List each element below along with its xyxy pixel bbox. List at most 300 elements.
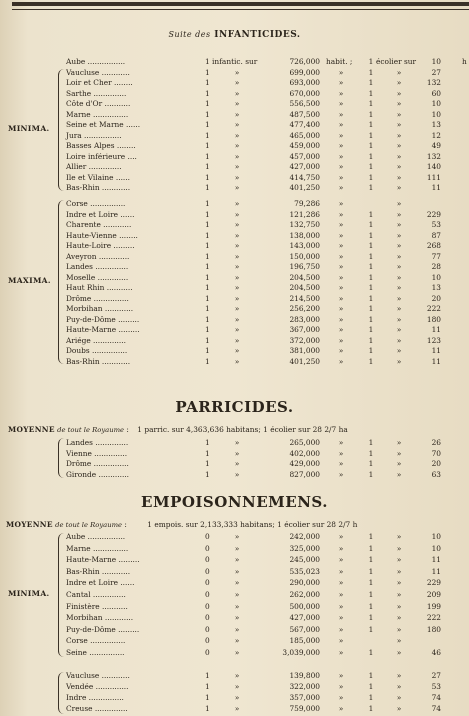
- count-value: 1: [205, 272, 210, 282]
- department-name: Finistère ...........: [66, 601, 128, 611]
- ditto-mark: »: [338, 172, 344, 182]
- table-row: [0, 251, 469, 262]
- table-row: [0, 601, 469, 612]
- ecolier-count: 1: [368, 241, 374, 250]
- ecolier-count: 1: [368, 283, 374, 292]
- department-name: Vienne ..............: [66, 448, 128, 458]
- moyenne-text: 1 parric. sur 4,363,636 habitans; 1 écolier sur 28 2/7 ha: [137, 425, 348, 434]
- ditto-mark: »: [338, 469, 344, 479]
- population-value: 567,000: [289, 624, 320, 634]
- ditto-mark: »: [338, 120, 344, 129]
- population-value: 265,000: [289, 438, 320, 447]
- department-name: Vendée ..............: [66, 681, 129, 691]
- population-value: 290,000: [289, 578, 320, 588]
- population-value: 256,200: [289, 304, 320, 313]
- table-row: [0, 554, 469, 565]
- ditto-mark: »: [338, 555, 344, 565]
- count-value: 0: [205, 601, 210, 611]
- ecolier-value: 11: [431, 346, 441, 355]
- ditto-mark: »: [396, 566, 402, 576]
- ditto-mark: »: [234, 590, 240, 599]
- count-value: 1: [205, 314, 210, 324]
- population-value: 139,800: [289, 670, 320, 680]
- ecolier-count: 1: [368, 172, 374, 182]
- ecolier-count: 1: [368, 314, 374, 324]
- ecolier-count: 1: [368, 459, 374, 468]
- table-row: [0, 543, 469, 554]
- count-value: 0: [205, 578, 210, 588]
- population-value: 372,000: [289, 335, 320, 345]
- ecolier-value: 180: [426, 314, 441, 324]
- count-value: 0: [205, 590, 210, 599]
- ecolier-count: 1: [368, 220, 374, 229]
- count-value: 1: [205, 183, 210, 192]
- ditto-mark: »: [338, 209, 344, 219]
- ecolier-value: 11: [431, 325, 441, 334]
- ditto-mark: »: [396, 693, 402, 702]
- ditto-mark: »: [234, 356, 240, 366]
- count-value: 0: [205, 613, 210, 623]
- count-value: 1: [205, 172, 210, 182]
- ditto-mark: »: [396, 262, 402, 271]
- ditto-mark: »: [234, 543, 240, 553]
- table-row: [0, 469, 469, 480]
- table-row: [0, 272, 469, 283]
- ditto-mark: »: [396, 141, 402, 150]
- count-value: 0: [205, 555, 210, 565]
- population-value: 477,400: [289, 120, 320, 129]
- ditto-mark: »: [234, 162, 240, 171]
- ditto-mark: »: [396, 681, 402, 691]
- ecolier-count: 1: [368, 325, 374, 334]
- ditto-mark: »: [396, 356, 402, 366]
- population-value: 185,000: [289, 636, 320, 646]
- population-value: 3,039,000: [282, 648, 320, 657]
- ecolier-value: 111: [426, 172, 441, 182]
- ecolier-count: 1: [368, 230, 374, 240]
- ditto-mark: »: [234, 670, 240, 680]
- count-value: 1: [205, 346, 210, 355]
- count-value: 1: [205, 304, 210, 313]
- population-value: 214,500: [289, 293, 320, 303]
- ditto-mark: »: [396, 469, 402, 479]
- ecolier-count: 1: [368, 693, 374, 702]
- ditto-mark: »: [338, 704, 344, 714]
- ecolier-value: 222: [426, 613, 441, 623]
- table-row: [0, 56, 469, 67]
- table-row: [0, 624, 469, 635]
- department-name: Haute-Vienne ........: [66, 230, 138, 240]
- ditto-mark: »: [396, 335, 402, 345]
- ditto-mark: »: [396, 199, 402, 208]
- ditto-mark: »: [396, 613, 402, 623]
- ecolier-count: 1: [368, 346, 374, 355]
- department-name: Landes ..............: [66, 262, 129, 271]
- ditto-mark: »: [234, 704, 240, 714]
- ecolier-count: 1: [368, 555, 374, 565]
- count-value: 1: [205, 141, 210, 150]
- department-name: Drôme ...............: [66, 293, 129, 303]
- population-value: 283,000: [289, 314, 320, 324]
- table-row: [0, 88, 469, 99]
- ecolier-count: 1: [368, 613, 374, 623]
- ecolier-count: 1: [368, 438, 374, 447]
- ditto-mark: »: [396, 130, 402, 140]
- population-value: 827,000: [289, 469, 320, 479]
- ditto-mark: »: [234, 346, 240, 355]
- department-name: Drôme ...............: [66, 459, 129, 468]
- population-value: 196,750: [289, 262, 320, 271]
- ditto-mark: »: [338, 151, 344, 161]
- ecolier-value: 27: [431, 670, 441, 680]
- ditto-mark: »: [234, 262, 240, 271]
- habit-label: habit. ;: [326, 57, 353, 66]
- table-row: [0, 119, 469, 130]
- population-value: 427,000: [289, 613, 320, 623]
- table-row: [0, 161, 469, 172]
- moyenne-text: 1 empois. sur 2,133,333 habitans; 1 écolier sur 28 2/7 h: [147, 520, 358, 529]
- ecolier-value: 11: [431, 183, 441, 192]
- count-value: 1: [205, 99, 210, 108]
- department-name: Seine ...............: [66, 648, 125, 657]
- population-value: 457,000: [289, 151, 320, 161]
- count-value: 1: [205, 448, 210, 458]
- ecolier-value: 199: [426, 601, 441, 611]
- department-name: Moselle .............: [66, 272, 129, 282]
- ditto-mark: »: [338, 693, 344, 702]
- count-value: 1: [205, 130, 210, 140]
- table-row: [0, 209, 469, 220]
- ditto-mark: »: [338, 109, 344, 119]
- population-value: 429,000: [289, 459, 320, 468]
- ditto-mark: »: [396, 624, 402, 634]
- ecolier-value: 132: [426, 151, 441, 161]
- ditto-mark: »: [396, 230, 402, 240]
- department-name: Basses Alpes ........: [66, 141, 136, 150]
- ditto-mark: »: [338, 624, 344, 634]
- ecolier-value: 74: [431, 704, 441, 714]
- ditto-mark: »: [396, 109, 402, 119]
- ditto-mark: »: [396, 99, 402, 108]
- ecolier-value: 13: [431, 283, 441, 292]
- ditto-mark: »: [338, 459, 344, 468]
- ecolier-value: 10: [431, 109, 441, 119]
- ditto-mark: »: [234, 304, 240, 313]
- ditto-mark: »: [338, 304, 344, 313]
- population-value: 465,000: [289, 130, 320, 140]
- ecolier-count: 1: [368, 272, 374, 282]
- ditto-mark: »: [338, 199, 344, 208]
- ditto-mark: »: [396, 346, 402, 355]
- table-row: [0, 130, 469, 141]
- table-row: [0, 635, 469, 646]
- population-value: 459,000: [289, 141, 320, 150]
- department-name: Ile et Vilaine ......: [66, 172, 130, 182]
- count-value: 0: [205, 624, 210, 634]
- department-name: Creuse ..............: [66, 704, 128, 714]
- count-value: 1: [205, 199, 210, 208]
- department-name: Loire inférieure ....: [66, 151, 137, 161]
- table-row: [0, 140, 469, 151]
- ditto-mark: »: [338, 130, 344, 140]
- department-name: Charente ............: [66, 220, 132, 229]
- ditto-mark: »: [396, 88, 402, 98]
- ditto-mark: »: [234, 220, 240, 229]
- ditto-mark: »: [234, 67, 240, 77]
- count-value: 1: [205, 241, 210, 250]
- ditto-mark: »: [338, 272, 344, 282]
- ecolier-count: 1: [368, 670, 374, 680]
- table-row: [0, 77, 469, 88]
- ecolier-value: 11: [431, 356, 441, 366]
- ecolier-value: 74: [431, 693, 441, 702]
- population-value: 79,286: [294, 199, 320, 208]
- table-row: [0, 230, 469, 241]
- heading-title: INFANTICIDES.: [214, 30, 301, 40]
- ditto-mark: »: [338, 283, 344, 292]
- ditto-mark: »: [234, 613, 240, 623]
- ecolier-count: 1: [368, 469, 374, 479]
- table-row: [0, 67, 469, 78]
- department-name: Bas-Rhin ............: [66, 356, 131, 366]
- moyenne-label: MOYENNE: [8, 425, 55, 434]
- table-row: [0, 356, 469, 367]
- group-brace: [58, 533, 65, 657]
- empoisonnemens-moyenne: MOYENNE de tout le Royaume : 1 empois. sur 2,133,333 habitans; 1 écolier sur 28 2/7 h: [6, 520, 358, 529]
- table-row: [0, 151, 469, 162]
- table-row: [0, 261, 469, 272]
- ditto-mark: »: [396, 251, 402, 261]
- department-name: Sarthe ..............: [66, 88, 127, 98]
- ditto-mark: »: [234, 459, 240, 468]
- ecolier-value: 10: [431, 543, 441, 553]
- ditto-mark: »: [338, 590, 344, 599]
- ecolier-value: 20: [431, 293, 441, 303]
- ecolier-count: 1: [368, 601, 374, 611]
- ecolier-value: 268: [426, 241, 441, 250]
- ditto-mark: »: [396, 601, 402, 611]
- ditto-mark: »: [234, 230, 240, 240]
- ditto-mark: »: [338, 88, 344, 98]
- count-value: 1: [205, 88, 210, 98]
- ditto-mark: »: [234, 199, 240, 208]
- ditto-mark: »: [396, 120, 402, 129]
- table-row: [0, 531, 469, 542]
- department-name: Morbihan ............: [66, 304, 134, 313]
- department-name: Allier ..............: [66, 162, 122, 171]
- ecolier-value: 26: [431, 438, 441, 447]
- ditto-mark: »: [396, 241, 402, 250]
- count-value: 1: [205, 459, 210, 468]
- ecolier-value: 53: [431, 681, 441, 691]
- ditto-mark: »: [338, 325, 344, 334]
- ecolier-label: écolier sur: [376, 57, 417, 66]
- count-value: 1: [205, 262, 210, 271]
- population-value: 699,000: [289, 67, 320, 77]
- ditto-mark: »: [234, 448, 240, 458]
- ditto-mark: »: [234, 130, 240, 140]
- ditto-mark: »: [338, 183, 344, 192]
- ditto-mark: »: [338, 335, 344, 345]
- count-value: 1: [205, 209, 210, 219]
- population-value: 262,000: [289, 590, 320, 599]
- ecolier-value: 180: [426, 624, 441, 634]
- group-brace: [58, 69, 65, 191]
- ditto-mark: »: [234, 624, 240, 634]
- moyenne-label: MOYENNE: [6, 520, 53, 529]
- ecolier-count: 1: [368, 543, 374, 553]
- ecolier-value: 46: [431, 648, 441, 657]
- population-value: 204,500: [289, 283, 320, 292]
- ditto-mark: »: [234, 99, 240, 108]
- ditto-mark: »: [338, 314, 344, 324]
- population-value: 204,500: [289, 272, 320, 282]
- department-name: Marne ...............: [66, 109, 129, 119]
- ecolier-count: 1: [368, 335, 374, 345]
- page-heading: [0, 30, 469, 40]
- ditto-mark: »: [234, 78, 240, 87]
- ecolier-count: 1: [368, 704, 374, 714]
- moyenne-sub: de tout le Royaume: [57, 426, 125, 434]
- table-row: [0, 681, 469, 692]
- ditto-mark: »: [234, 325, 240, 334]
- table-row: [0, 703, 469, 714]
- ditto-mark: »: [338, 141, 344, 150]
- ditto-mark: »: [338, 532, 344, 541]
- group-label: MINIMA.: [8, 588, 50, 598]
- count-value: 1: [205, 162, 210, 171]
- count-value: 1: [205, 251, 210, 261]
- moyenne-sub: de tout le Royaume: [55, 521, 123, 529]
- group-brace: [58, 200, 65, 364]
- ditto-mark: »: [234, 636, 240, 646]
- ditto-mark: »: [338, 67, 344, 77]
- ecolier-value: 10: [431, 99, 441, 108]
- ecolier-count: 1: [368, 262, 374, 271]
- parricides-title: PARRICIDES.: [175, 398, 294, 416]
- ditto-mark: »: [234, 272, 240, 282]
- ecolier-value: 87: [431, 230, 441, 240]
- ecolier-value: 70: [431, 448, 441, 458]
- ditto-mark: »: [396, 325, 402, 334]
- population-value: 367,000: [289, 325, 320, 334]
- ditto-mark: »: [338, 681, 344, 691]
- population-value: 401,250: [289, 183, 320, 192]
- department-name: Indre ...............: [66, 693, 124, 702]
- department-name: Puy-de-Dôme .........: [66, 314, 140, 324]
- ecolier-count: 1: [368, 130, 374, 140]
- ditto-mark: »: [234, 335, 240, 345]
- population-value: 121,286: [289, 209, 320, 219]
- count-value: 1: [205, 230, 210, 240]
- ditto-mark: »: [338, 578, 344, 588]
- ditto-mark: »: [234, 293, 240, 303]
- ecolier-count: 1: [368, 681, 374, 691]
- count-value: 1: [205, 704, 210, 714]
- ditto-mark: »: [234, 566, 240, 576]
- population-value: 402,000: [289, 448, 320, 458]
- ditto-mark: »: [234, 120, 240, 129]
- ditto-mark: »: [338, 601, 344, 611]
- ecolier-value: 77: [431, 251, 441, 261]
- ditto-mark: »: [234, 172, 240, 182]
- ditto-mark: »: [396, 209, 402, 219]
- department-name: Gironde .............: [66, 469, 130, 479]
- department-name: Morbihan ............: [66, 613, 134, 623]
- department-name: Landes ..............: [66, 438, 129, 447]
- ecolier-count: 1: [368, 141, 374, 150]
- table-row: [0, 670, 469, 681]
- ditto-mark: »: [396, 272, 402, 282]
- count-value: 0: [205, 543, 210, 553]
- population-value: 138,000: [289, 230, 320, 240]
- ditto-mark: »: [396, 448, 402, 458]
- ditto-mark: »: [396, 162, 402, 171]
- ecolier-value: 12: [431, 130, 441, 140]
- table-row: [0, 324, 469, 335]
- table-row: [0, 335, 469, 346]
- ecolier-count: 1: [368, 624, 374, 634]
- population-value: 414,750: [289, 172, 320, 182]
- ditto-mark: »: [396, 459, 402, 468]
- ditto-mark: »: [234, 241, 240, 250]
- ditto-mark: »: [234, 578, 240, 588]
- department-name: Marne ...............: [66, 543, 129, 553]
- ditto-mark: »: [396, 543, 402, 553]
- table-row: [0, 182, 469, 193]
- department-name: Vaucluse ............: [66, 670, 130, 680]
- ditto-mark: »: [338, 262, 344, 271]
- department-name: Bas-Rhin ............: [66, 566, 131, 576]
- count-value: 1: [205, 78, 210, 87]
- population-value: 150,000: [289, 251, 320, 261]
- count-value: 0: [205, 566, 210, 576]
- table-row: [0, 293, 469, 304]
- population-value: 401,250: [289, 356, 320, 366]
- count-value: 1: [205, 356, 210, 366]
- population-value: 487,500: [289, 109, 320, 119]
- population-value: 245,000: [289, 555, 320, 565]
- ecolier-value: 11: [431, 566, 441, 576]
- ecolier-count: 1: [368, 304, 374, 313]
- department-name: Haut Rhin ...........: [66, 283, 133, 292]
- ditto-mark: »: [338, 99, 344, 108]
- table-row: [0, 172, 469, 183]
- count-value: 1: [205, 293, 210, 303]
- ditto-mark: »: [396, 555, 402, 565]
- ecolier-value: 222: [426, 304, 441, 313]
- ecolier-value: 132: [426, 78, 441, 87]
- ditto-mark: »: [396, 578, 402, 588]
- table-row: [0, 282, 469, 293]
- ditto-mark: »: [234, 681, 240, 691]
- ditto-mark: »: [234, 555, 240, 565]
- count-value: 1: [205, 120, 210, 129]
- department-name: Indre et Loire ......: [66, 578, 135, 588]
- department-name: Corse ...............: [66, 636, 126, 646]
- count-value: 1: [205, 670, 210, 680]
- count-value: 1: [205, 151, 210, 161]
- population-value: 325,000: [289, 543, 320, 553]
- ecolier-count: 1: [368, 151, 374, 161]
- department-name: Haute-Marne .........: [66, 325, 140, 334]
- count-value: 0: [205, 648, 210, 657]
- ecolier-value: 10: [431, 57, 441, 66]
- population-value: 322,000: [289, 681, 320, 691]
- population-value: 381,000: [289, 346, 320, 355]
- group-brace: [58, 672, 65, 715]
- table-row: [0, 198, 469, 209]
